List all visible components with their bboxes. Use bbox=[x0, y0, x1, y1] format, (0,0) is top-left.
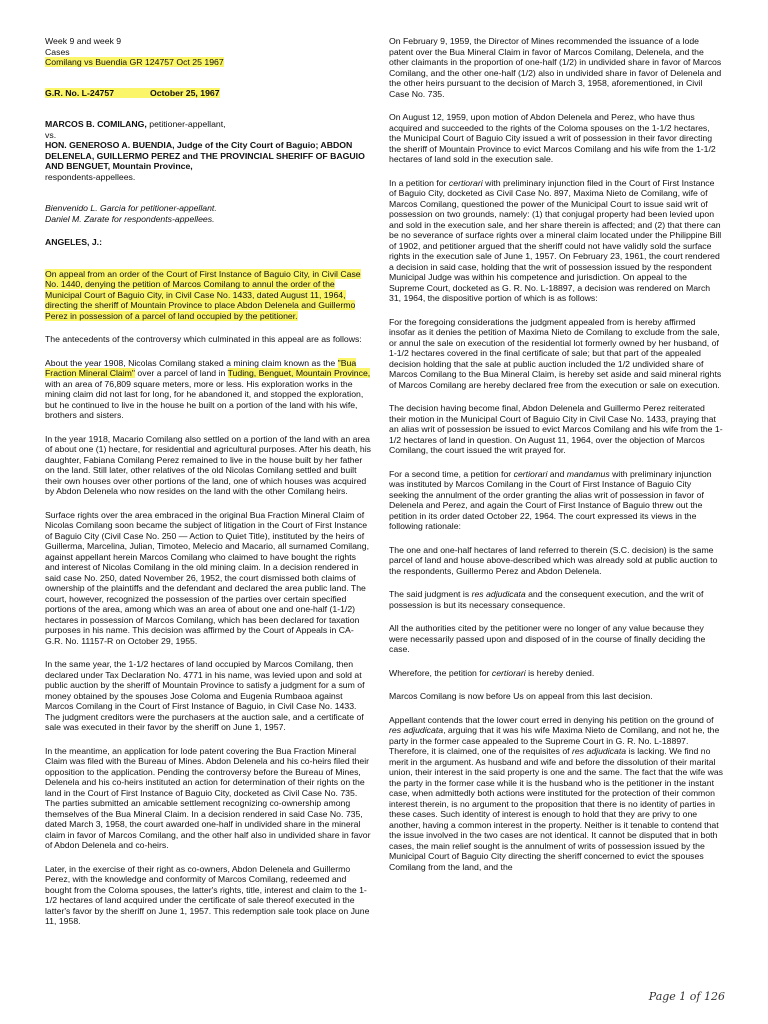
respondents-role: respondents-appellees. bbox=[45, 171, 136, 182]
header-case-title: Comilang vs Buendia GR 124757 Oct 25 1967 bbox=[45, 57, 224, 67]
paragraph-1908: About the year 1908, Nicolas Comilang staked a mining claim known as the "Bua Fraction Mineral Claim" over a parcel of land in Tuding, Benguet, Mountain Province, with an area of 76,809 square meters, more or less. His exploration works in the mining claim did not last for long, for he abandoned it, and stopped the exploration, but he continued to live in the house he built on a portion of the land with his wife, brothers and sisters. bbox=[45, 357, 371, 420]
parties-block bbox=[45, 119, 371, 182]
respondents-names: HON. GENEROSO A. BUENDIA, Judge of the City Court of Baguio; ABDON DELENELA, GUILLERMO PEREZ and THE PROVINCIAL SHERIFF OF BAGUIO AND BENGUET, Mountain Province, bbox=[45, 140, 365, 171]
petitioner-role: petitioner-appellant, bbox=[146, 119, 226, 129]
paragraph-now-before-us: Marcos Comilang is now before Us on appeal from this last decision. bbox=[389, 691, 653, 701]
quote-wherefore: Wherefore, the petition for certiorari is hereby denied. bbox=[389, 667, 595, 678]
left-column bbox=[45, 36, 371, 940]
page-number-footer: Page 1 of 126 bbox=[648, 990, 725, 1003]
counsel-block bbox=[45, 203, 371, 224]
case-number-line bbox=[45, 88, 371, 99]
right-column bbox=[389, 36, 723, 885]
header-cases: Cases bbox=[45, 46, 70, 57]
counsel-respondents: Daniel M. Zarate for respondents-appellees. bbox=[45, 213, 215, 224]
quote-one-and-half: The one and one-half hectares of land referred to therein (S.C. decision) is the same parcel of land and house above-described which was already sold at public auction to the respondents, Guillermo Perez and Abdon Delenela. bbox=[389, 544, 718, 576]
petitioner-name: MARCOS B. COMILANG, bbox=[45, 119, 147, 129]
quote-authorities: All the authorities cited by the petitioner were no longer of any value because they were necessarily passed upon and disposed of in the course of finally deciding the case. bbox=[389, 623, 706, 654]
ponente: ANGELES, J.: bbox=[45, 237, 102, 247]
paragraph-same-year: In the same year, the 1-1/2 hectares of land occupied by Marcos Comilang, then declared under Tax Declaration No. 4771 in his name, was levied upon and sold at public auction by the sheriff of Mountain Province to satisfy a judgment for a sum of money obtained by the spouses Jose Coloma and Eugenia Rumbaoa against Marcos Comilang in the Court of First Instance of Baguio, in Civil Case No. 1433. The judgment creditors were the purchasers at the auction sale, and a certificate of sale was executed in their favor by the sheriff on June 1, 1957. bbox=[45, 659, 365, 732]
paragraph-contends: Appellant contends that the lower court erred in denying his petition on the ground of res adjudicata, arguing that it was his wife Maxima Nieto de Comilang, and not he, the party in the former case appealed to the Supreme Court in G. R. No. L-18897. Therefore, it is claimed, one of the requisites of res adjudicata is lacking. We find no merit in the argument. As husband and wife and before the dissolution of their marital union, their interest in the said property is one and the same. The fact that the wife was the party in the former case while it is the husband who is the petitioner in the instant case, when admittedly both actions were instituted for the protection of their common interest therein, is no argument to the proposition that there is no identity of parties in these cases. Such identity of interest is enough to hold that they are privy to one another, having a common interest in the property. Neither is it tenable to contend that the issue involved in the two cases are not identical. It cannot be disputed that in both cases, the main relief sought is the annulment of writs of possession issued by the Municipal Court of Baguio City directing the sheriff concerned to evict the spouses Comilang from the land, and the bbox=[389, 714, 724, 872]
header-week: Week 9 and week 9 bbox=[45, 36, 122, 46]
paragraph-meantime: In the meantime, an application for lode patent covering the Bua Fraction Mineral Claim was filed with the Bureau of Mines. Abdon Delenela and his co-heirs filed their opposition to the application. Pending the controversy before the Bureau of Mines, Delenela and his co-heirs instituted an action for determination of their rights on the land in the Court of First Instance of Baguio City, docketed as Civil Case No. 735. The parties submitted an amicable settlement recognizing co-ownership among themselves of the Bua Mineral Claim. In a decision rendered in said Case No. 735, dated March 3, 1958, the court awarded one-half in undivided share in the mineral claim in favor of Marcos Comilang, and the other half also in undivided share in favor of Abdon Delenela and co-heirs. bbox=[45, 745, 371, 850]
document-header bbox=[45, 36, 371, 68]
paragraph-final: The decision having become final, Abdon Delenela and Guillermo Perez reiterated their motion in the Municipal Court of Baguio City in Civil Case No. 1433, praying that an alias writ of possession be issued to evict Marcos Comilang and his wife from the 1-1/2 hectares of land in question. On August 11, 1964, over the objection of Marcos Comilang, the court issued the writ prayed for. bbox=[389, 403, 723, 455]
paragraph-second-time: For a second time, a petition for certiorari and mandamus with preliminary injunction was instituted by Marcos Comilang in the Court of First Instance of Baguio City seeking the annulment of the order granting the alias writ of possession in favor of Delenela and Perez, and again the Court of First Instance of Baguio threw out the petition in its order dated October 22, 1964. The court expressed its views in the following rationale: bbox=[389, 468, 712, 531]
quote-res-adjudicata: The said judgment is res adjudicata and the consequent execution, and the writ of possession is but its necessary consequence. bbox=[389, 589, 704, 610]
paragraph-aug-1959: On August 12, 1959, upon motion of Abdon Delenela and Perez, who have thus acquired and succeeded to the rights of the Coloma spouses on the 1-1/2 hectares, the Municipal Court of Baguio City issued a writ of possession in their favor directing the sheriff of Mountain Province to evict Marcos Comilang and his wife from the 1-1/2 hectares of land sold in the execution sale. bbox=[389, 112, 716, 164]
versus-label: vs. bbox=[45, 129, 57, 140]
paragraph-certiorari: In a petition for certiorari with preliminary injunction filed in the Court of First Instance of Baguio City, docketed as Civil Case No. 897, Maxima Nieto de Comilang, wife of Marcos Comilang, questioned the power of the Municipal Court to issue said writ of possession on two grounds, namely: (1) that conjugal property had been levied upon and sold in the execution sale, and her share therein is affected; and (2) that there can be no severance of surface rights over a mineral claim located under the Philippine Bill of 1902, and petitioner argued that the sheriff could not have validly sold the surface rights in the execution sale of June 1, 1957. On February 23, 1961, the court rendered a decision in said case, holding that the writ of possession issued by the respondent Municipal Judge was within his competence and jurisdiction. On appeal to the Supreme Court, docketed as G. R. No. L-18897, a decision was rendered on March 31, 1964, the dispositive portion of which is as follows: bbox=[389, 177, 722, 303]
gr-number: G.R. No. L-24757 October 25, 1967 bbox=[45, 87, 220, 98]
paragraph-intro: On appeal from an order of the Court of First Instance of Baguio City, in Civil Case No. 1440, denying the petition of Marcos Comilang to annul the order of the Municipal Court of Baguio City, in Civil Case No. 1433, dated August 11, 1964, directing the sheriff of Mountain Province to place Abdon Delenela and Guillermo Perez in possession of a parcel of land occupied by the petitioner. bbox=[45, 268, 361, 321]
paragraph-later: Later, in the exercise of their right as co-owners, Abdon Delenela and Guillermo Perez, with the knowledge and conformity of Marcos Comilang, redeemed and bought from the Coloma spouses, the latter's rights, title, interest and claim to the 1-1/2 hectares of land acquired under the certificate of sale thereof executed in the latter's favor by the sheriff on June 1, 1957. This redemption sale took place on June 11, 1958. bbox=[45, 863, 370, 926]
paragraph-surface-rights: Surface rights over the area embraced in the original Bua Fraction Mineral Claim of Nicolas Comilang soon became the subject of litigation in the Court of First Instance of Baguio City (Civil Case No. 250 — Action to Quiet Title), instituted by the heirs of Guillerma, Marcelina, Julian, Timoteo, Melecio and Macario, all surnamed Comilang, against appellant herein Marcos Comilang who claimed to have bought the rights and interest of Nicolas Comilang in the old mining claim. In a decision rendered in said case No. 250, dated November 26, 1952, the court dismissed both claims of ownership of the plaintiffs and the defendant and declared the area public land. The court, however, recognized the possession of the parties over certain specified portions of the area, among which was an area of about one and one-half (1-1/2) hectares in possession of Marcos Comilang, which has been declared for taxation purposes in his name. This decision was affirmed by the Court of Appeals in CA-G.R. No. 11157-R on October 29, 1955. bbox=[45, 509, 369, 646]
paragraph-antecedents: The antecedents of the controversy which culminated in this appeal are as follows: bbox=[45, 334, 362, 344]
quote-foregoing: For the foregoing considerations the judgment appealed from is hereby affirmed insofar as it denies the petition of Maxima Nieto de Comilang to exclude from the sale, or annul the sale on execution of the residential lot formerly owned by her husband, of 1-1/2 hectares covered in the final certificate of sale; but that part of the appealed decision holding that the sale at public auction included the 1/2 undivided share of Marcos Comilang to the Bua Mineral Claim, is hereby set aside and said mineral rights of Marcos Comilang are hereby declared free from the execution or sale on execution. bbox=[389, 316, 722, 390]
paragraph-feb-1959: On February 9, 1959, the Director of Mines recommended the issuance of a lode patent over the Bua Mineral Claim in favor of Marcos Comilang, Delenela, and the other claimants in the proportion of one-half (1/2) in undivided share in favor of Marcos Comilang, and the other one-half (1/2) also in undivided share in favor of Delenela and the other heirs pursuant to the decision of March 3, 1958, aforementioned, in Civil Case No. 735. bbox=[389, 36, 722, 99]
paragraph-1918: In the year 1918, Macario Comilang also settled on a portion of the land with an area of about one (1) hectare, for residential and agricultural purposes. After his death, his daughter, Fabiana Comilang Perez remained to live in the house built by her father on the land. Still later, other relatives of the old Nicolas Comilang settled and built their own houses over other portions of the land, one of which houses was acquired by Abdon Delenela who now resides on the land with the other Comilang heirs. bbox=[45, 433, 371, 496]
counsel-petitioner: Bienvenido L. Garcia for petitioner-appellant. bbox=[45, 203, 217, 213]
